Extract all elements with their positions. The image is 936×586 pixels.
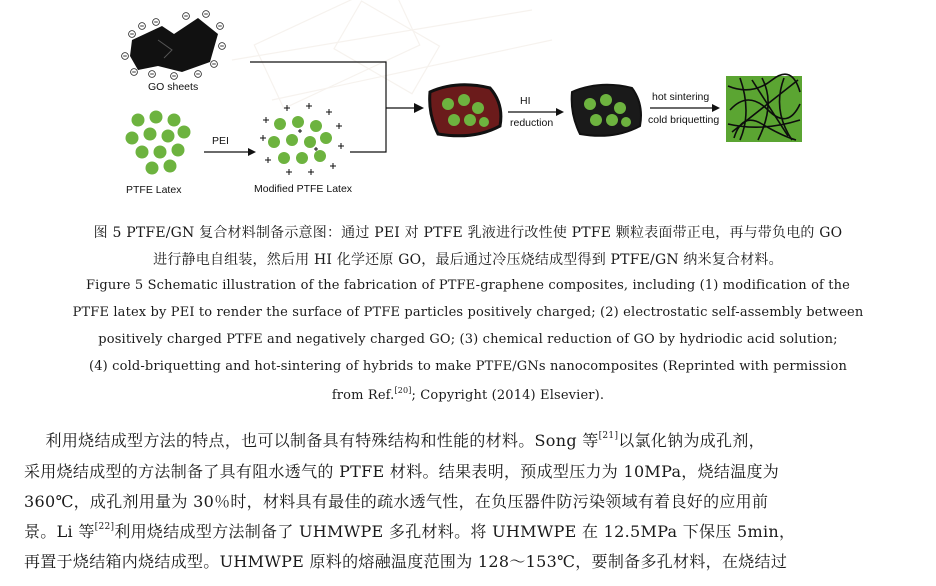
citation-ref-21: [21] bbox=[598, 431, 619, 441]
go-sheets-illustration bbox=[122, 11, 226, 80]
arrow-sintering bbox=[650, 104, 720, 112]
arrow-hi-reduction bbox=[508, 108, 564, 116]
caption-en-line-5 bbox=[0, 386, 936, 403]
background-watermark bbox=[232, 0, 552, 108]
label-pei: PEI bbox=[212, 135, 229, 147]
caption-en-line-4: (4) cold-briquetting and hot-sintering of hybrids to make PTFE/GNs nanocomposites (Reprinted with permission bbox=[89, 359, 847, 374]
body-line-4-pre: 景。Li 等 bbox=[24, 522, 95, 541]
caption-en-line-5-post: ; Copyright (2014) Elsevier). bbox=[411, 388, 605, 403]
hybrid-illustration bbox=[430, 85, 501, 136]
body-line-2: 采用烧结成型的方法制备了具有阻水透气的 PTFE 材料。结果表明，预成型压力为 10MPa，烧结温度为 bbox=[24, 462, 780, 481]
caption-en-line-1: Figure 5 Schematic illustration of the fabrication of PTFE-graphene composites, including (1) modification of the bbox=[85, 278, 851, 293]
arrow-pei bbox=[204, 148, 256, 156]
body-line-4 bbox=[24, 519, 795, 542]
label-hot-sintering: hot sintering bbox=[652, 91, 710, 103]
caption-en-line-5-pre: from Ref. bbox=[331, 388, 395, 403]
body-line-5: 再置于烧结箱内烧结成型。UHMWPE 原料的熔融温度范围为 128～153℃，要制备多孔材料，在烧结过 bbox=[24, 552, 788, 571]
label-reduction: reduction bbox=[510, 117, 554, 129]
body-line-1-post: 以氯化钠为成孔剂， bbox=[618, 431, 765, 450]
label-hi: HI bbox=[520, 95, 531, 107]
caption-cn-line-2: 进行静电自组装，然后用 HI 化学还原 GO，最后通过冷压烧结成型得到 PTFE/GN 纳米复合材料。 bbox=[153, 252, 783, 268]
caption-cn-line-1: 图 5 PTFE/GN 复合材料制备示意图：通过 PEI 对 PTFE 乳液进行改性使 PTFE 颗粒表面带正电，再与带负电的 GO bbox=[93, 225, 843, 241]
schematic-figure bbox=[112, 0, 812, 206]
body-line-1-pre: 利用烧结成型方法的特点，也可以制备具有特殊结构和性能的材料。Song 等 bbox=[24, 431, 599, 450]
body-line-1 bbox=[24, 428, 765, 451]
body-line-3: 360℃，成孔剂用量为 30％时，材料具有最佳的疏水透气性，在负压器件防污染领域有着良好的应用前 bbox=[24, 492, 769, 511]
citation-ref-22: [22] bbox=[94, 522, 115, 532]
label-go-sheets: GO sheets bbox=[148, 81, 199, 93]
caption-en-line-2: PTFE latex by PEI to render the surface of PTFE particles positively charged; (2) electrostatic self-assembly between bbox=[72, 305, 864, 320]
nanocomposite-illustration bbox=[726, 74, 802, 142]
ptfe-latex-illustration bbox=[126, 111, 191, 175]
label-ptfe-latex: PTFE Latex bbox=[126, 184, 182, 196]
citation-ref-20: [20] bbox=[394, 386, 412, 395]
arrow-to-hybrid bbox=[414, 103, 424, 113]
reduced-hybrid-illustration bbox=[572, 85, 641, 136]
label-cold-briquetting: cold briquetting bbox=[648, 114, 720, 126]
body-line-4-post: 利用烧结成型方法制备了 UHMWPE 多孔材料。将 UHMWPE 在 12.5MPa 下保压 5min， bbox=[114, 522, 796, 541]
modified-ptfe-illustration bbox=[260, 103, 344, 175]
label-modified-ptfe-latex: Modified PTFE Latex bbox=[254, 183, 353, 195]
caption-en-line-3: positively charged PTFE and negatively charged GO; (3) chemical reduction of GO by hydriodic acid solution; bbox=[98, 332, 838, 347]
